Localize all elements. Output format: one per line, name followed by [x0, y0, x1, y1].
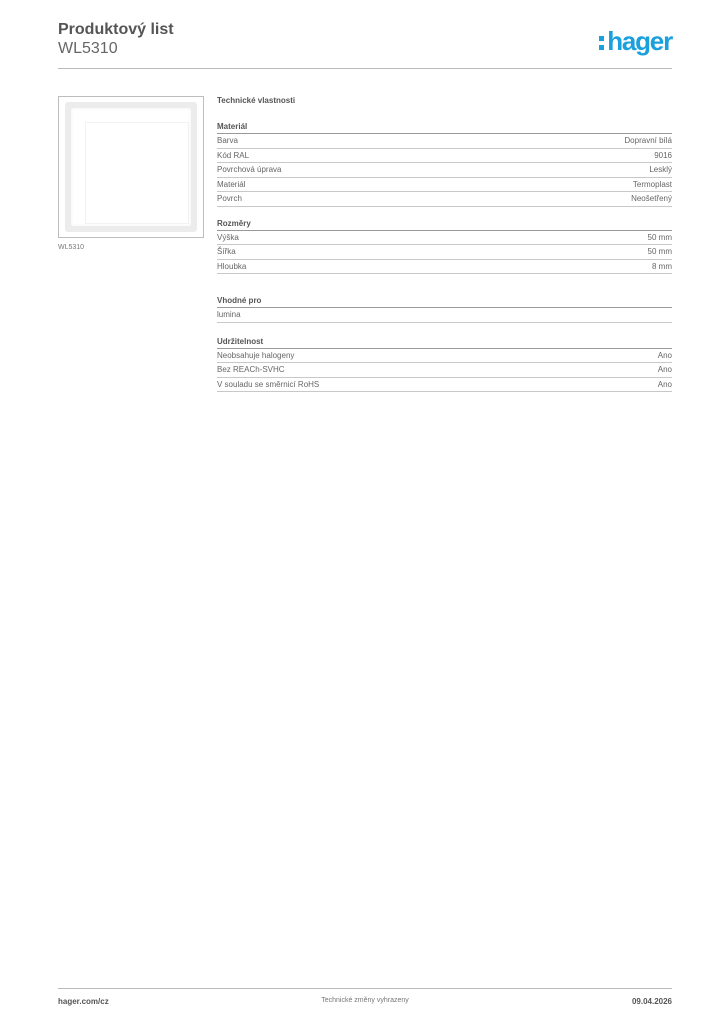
spec-value: 9016 — [654, 150, 672, 160]
spec-value: Ano — [657, 350, 672, 360]
spec-group-suitable-for — [217, 294, 672, 323]
logo-text: hager — [607, 26, 672, 56]
spec-row — [217, 260, 672, 275]
spec-group-heading: Materiál — [217, 120, 672, 134]
spec-group-heading: Udržitelnost — [217, 335, 672, 349]
spec-label: Neobsahuje halogeny — [217, 350, 295, 360]
spec-label: Povrchová úprava — [217, 165, 282, 174]
spec-label: Materiál — [217, 179, 246, 189]
spec-label: Povrch — [217, 194, 242, 203]
spec-row — [217, 349, 672, 364]
spec-value: 50 mm — [647, 232, 672, 242]
spec-row — [217, 245, 672, 260]
spec-row — [217, 192, 672, 207]
spec-value: Ano — [657, 365, 672, 374]
spec-row — [217, 308, 672, 323]
spec-row — [217, 378, 672, 393]
spec-group-sustainability — [217, 335, 672, 393]
spec-value: Dopravní bílá — [624, 136, 672, 145]
hager-logo[interactable] — [599, 28, 672, 54]
spec-row — [217, 178, 672, 193]
product-image-frame — [58, 96, 204, 238]
spec-group-material — [217, 120, 672, 207]
specs-title: Technické vlastnosti — [217, 96, 296, 105]
page-title: Produktový list — [58, 21, 174, 38]
product-code: WL5310 — [58, 40, 118, 57]
footer-divider — [58, 988, 672, 989]
logo-dots-icon — [599, 32, 604, 51]
spec-row — [217, 134, 672, 149]
spec-value: Ano — [657, 379, 672, 389]
spec-group-dimensions — [217, 217, 672, 275]
spec-label: Hloubka — [217, 261, 247, 271]
spec-value: Termoplast — [632, 179, 672, 189]
spec-value: Lesklý — [649, 165, 672, 174]
spec-label: Barva — [217, 136, 238, 145]
spec-label: Kód RAL — [217, 150, 250, 160]
spec-row — [217, 163, 672, 178]
spec-row — [217, 149, 672, 164]
spec-label: Šířka — [217, 247, 236, 256]
product-image-caption: WL5310 — [58, 244, 85, 251]
spec-row — [217, 231, 672, 246]
spec-value: 8 mm — [652, 261, 672, 271]
product-image-opening — [85, 122, 189, 224]
product-image — [65, 102, 197, 232]
spec-label: V souladu se směrnicí RoHS — [217, 379, 320, 389]
page-footer — [58, 997, 672, 1009]
spec-group-heading: Rozměry — [217, 217, 672, 231]
page-header — [58, 20, 672, 70]
header-divider — [58, 68, 672, 69]
spec-value: Neošetřený — [631, 194, 672, 203]
footer-website-link[interactable]: hager.com/cz — [58, 997, 109, 1006]
spec-label: Bez REACh-SVHC — [217, 365, 285, 374]
spec-row — [217, 363, 672, 378]
spec-value: 50 mm — [647, 247, 672, 256]
spec-group-heading: Vhodné pro — [217, 294, 672, 308]
spec-label: Výška — [217, 232, 239, 242]
footer-date: 09.04.2026 — [631, 997, 672, 1006]
technical-specs — [217, 96, 672, 402]
spec-label: lumina — [217, 310, 241, 319]
footer-note: Technické změny vyhrazeny — [321, 997, 409, 1004]
product-image-inner — [71, 108, 191, 226]
